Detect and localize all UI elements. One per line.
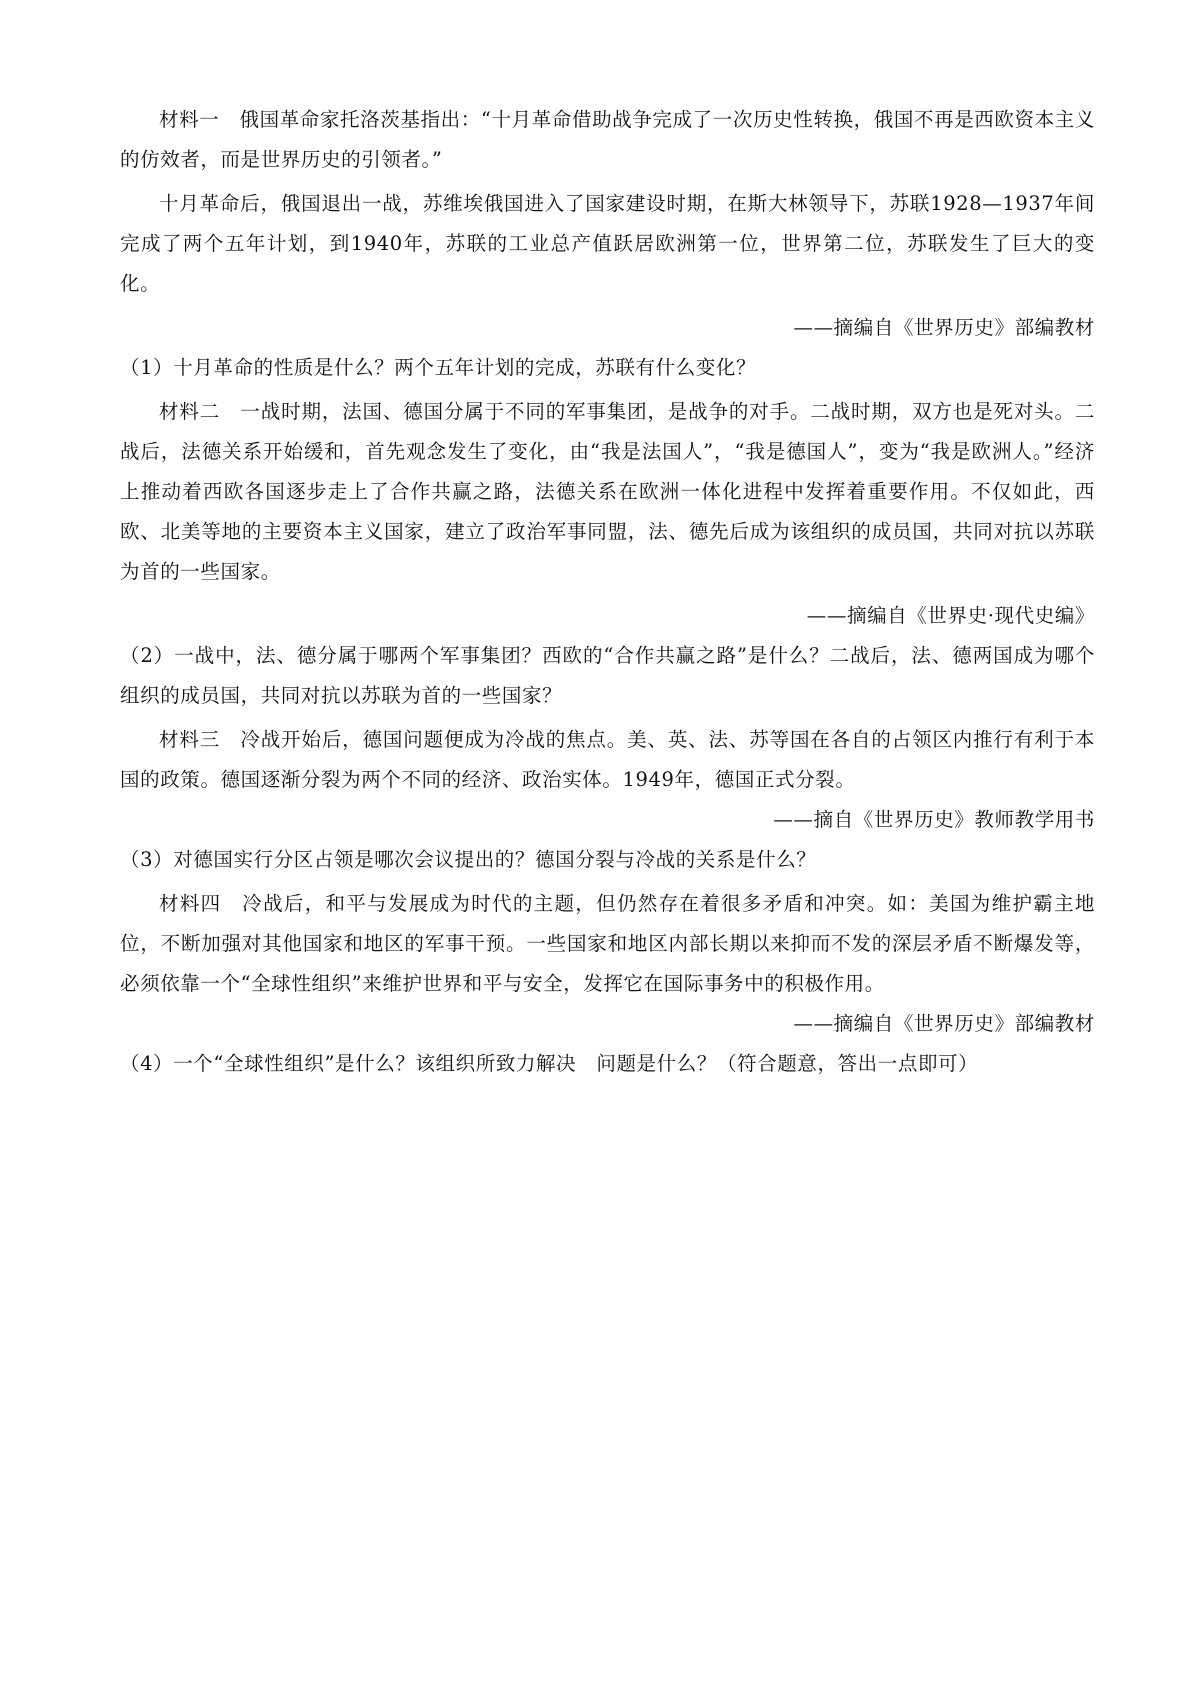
material-1-paragraph-2: 十月革命后，俄国退出一战，苏维埃俄国进入了国家建设时期，在斯大林领导下，苏联1928—1937年间完成了两个五年计划，到1940年，苏联的工业总产值跃居欧洲第一位，世界第二位，苏联发生了巨大的变化。	[120, 192, 1095, 295]
document-page	[120, 100, 1095, 1084]
question-2: （2）一战中，法、德分属于哪两个军事集团？西欧的“合作共赢之路”是什么？二战后，法、德两国成为哪个组织的成员国，共同对抗以苏联为首的一些国家？	[120, 644, 1095, 707]
material-1-source: ——摘编自《世界历史》部编教材	[793, 316, 1095, 339]
question-3: （3）对德国实行分区占领是哪次会议提出的？德国分裂与冷战的关系是什么？	[120, 848, 817, 871]
material-1-paragraph-1: 材料一 俄国革命家托洛茨基指出：“十月革命借助战争完成了一次历史性转换，俄国不再是西欧资本主义的仿效者，而是世界历史的引领者。”	[120, 108, 1095, 171]
material-4-source: ——摘编自《世界历史》部编教材	[793, 1012, 1095, 1035]
question-1: （1）十月革命的性质是什么？两个五年计划的完成，苏联有什么变化？	[120, 356, 757, 379]
material-4-paragraph-1: 材料四 冷战后，和平与发展成为时代的主题，但仍然存在着很多矛盾和冲突。如：美国为维护霸主地位，不断加强对其他国家和地区的军事干预。一些国家和地区内部长期以来抑而不发的深层矛盾不断爆发等，必须依靠一个“全球性组织”来维护世界和平与安全，发挥它在国际事务中的积极作用。	[120, 892, 1095, 995]
material-2-paragraph-1: 材料二 一战时期，法国、德国分属于不同的军事集团，是战争的对手。二战时期，双方也是死对头。二战后，法德关系开始缓和，首先观念发生了变化，由“我是法国人”，“我是德国人”，变为“我是欧洲人。”经济上推动着西欧各国逐步走上了合作共赢之路，法德关系在欧洲一体化进程中发挥着重要作用。不仅如此，西欧、北美等地的主要资本主义国家，建立了政治军事同盟，法、德先后成为该组织的成员国，共同对抗以苏联为首的一些国家。	[120, 400, 1095, 583]
material-2-source: ——摘编自《世界史·现代史编》	[806, 604, 1095, 627]
material-3-source: ——摘自《世界历史》教师教学用书	[773, 808, 1095, 831]
question-4: （4）一个“全球性组织”是什么？该组织所致力解决 问题是什么？（符合题意，答出一点即可）	[120, 1052, 979, 1075]
material-3-paragraph-1: 材料三 冷战开始后，德国问题便成为冷战的焦点。美、英、法、苏等国在各自的占领区内推行有利于本国的政策。德国逐渐分裂为两个不同的经济、政治实体。1949年，德国正式分裂。	[120, 728, 1095, 791]
